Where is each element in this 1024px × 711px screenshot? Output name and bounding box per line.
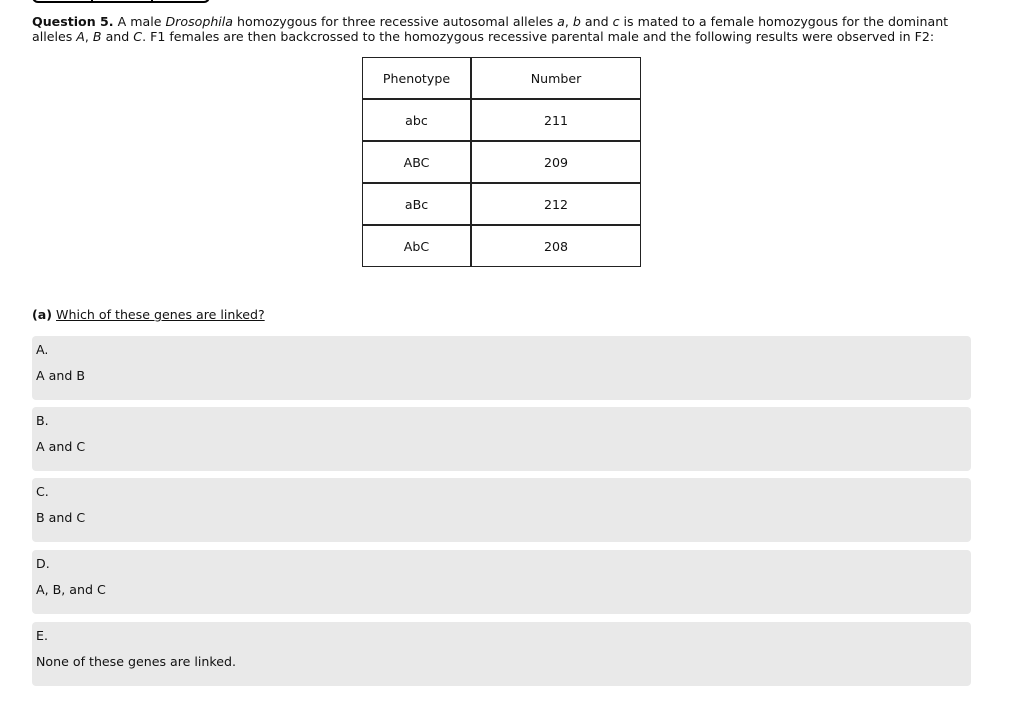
option-text: A, B, and C [36, 582, 106, 597]
tab-divider [91, 0, 93, 1]
separator: , [564, 14, 573, 29]
number-cell: 208 [471, 225, 641, 267]
allele-b: b [572, 14, 581, 29]
top-tab-strip [32, 0, 210, 3]
option-text: None of these genes are linked. [36, 654, 236, 669]
allele-C: C [133, 29, 143, 44]
option-text: A and C [36, 439, 86, 454]
question-text [32, 14, 972, 44]
answer-option-d[interactable] [32, 550, 971, 614]
number-cell: 211 [471, 99, 641, 141]
question-text-2: is mated to a female homozygous for the dominant alleles [32, 14, 949, 44]
phenotype-header: Phenotype [363, 58, 472, 100]
option-letter: D. [36, 556, 50, 571]
option-letter: C. [36, 484, 49, 499]
option-letter: E. [36, 628, 48, 643]
answer-option-b[interactable] [32, 407, 971, 471]
number-cell: 209 [471, 141, 641, 183]
answer-option-e[interactable] [32, 622, 971, 686]
option-letter: B. [36, 413, 49, 428]
option-text: B and C [36, 510, 86, 525]
allele-c: c [612, 14, 620, 29]
table-row [363, 99, 641, 141]
phenotype-cell: ABC [363, 141, 472, 183]
number-cell: 212 [471, 183, 641, 225]
tab-divider [151, 0, 153, 1]
question-intro: A male [117, 14, 166, 29]
option-text: A and B [36, 368, 85, 383]
allele-a: a [557, 14, 565, 29]
phenotype-cell: AbC [363, 225, 472, 267]
table-row [363, 225, 641, 267]
separator: and [580, 14, 613, 29]
table-row [363, 183, 641, 225]
phenotype-cell: aBc [363, 183, 472, 225]
answer-option-a[interactable] [32, 336, 971, 400]
table-row [363, 141, 641, 183]
table-header-row [363, 58, 641, 100]
answer-option-c[interactable] [32, 478, 971, 542]
part-a-label: (a) [32, 307, 53, 322]
organism-name: Drosophila [165, 14, 234, 29]
part-a-question: Which of these genes are linked? [56, 307, 265, 322]
part-a-prompt [32, 307, 265, 322]
phenotype-cell: abc [363, 99, 472, 141]
number-header: Number [471, 58, 641, 100]
allele-B: B [92, 29, 102, 44]
separator: and [101, 29, 134, 44]
allele-A: A [76, 29, 85, 44]
separator: , [84, 29, 93, 44]
option-letter: A. [36, 342, 49, 357]
question-label: Question 5. [32, 14, 114, 29]
phenotype-table [362, 57, 641, 267]
question-text-3: . F1 females are then backcrossed to the homozygous recessive parental male and the following results were observed in F2: [142, 29, 935, 44]
question-text-1: homozygous for three recessive autosomal alleles [233, 14, 558, 29]
